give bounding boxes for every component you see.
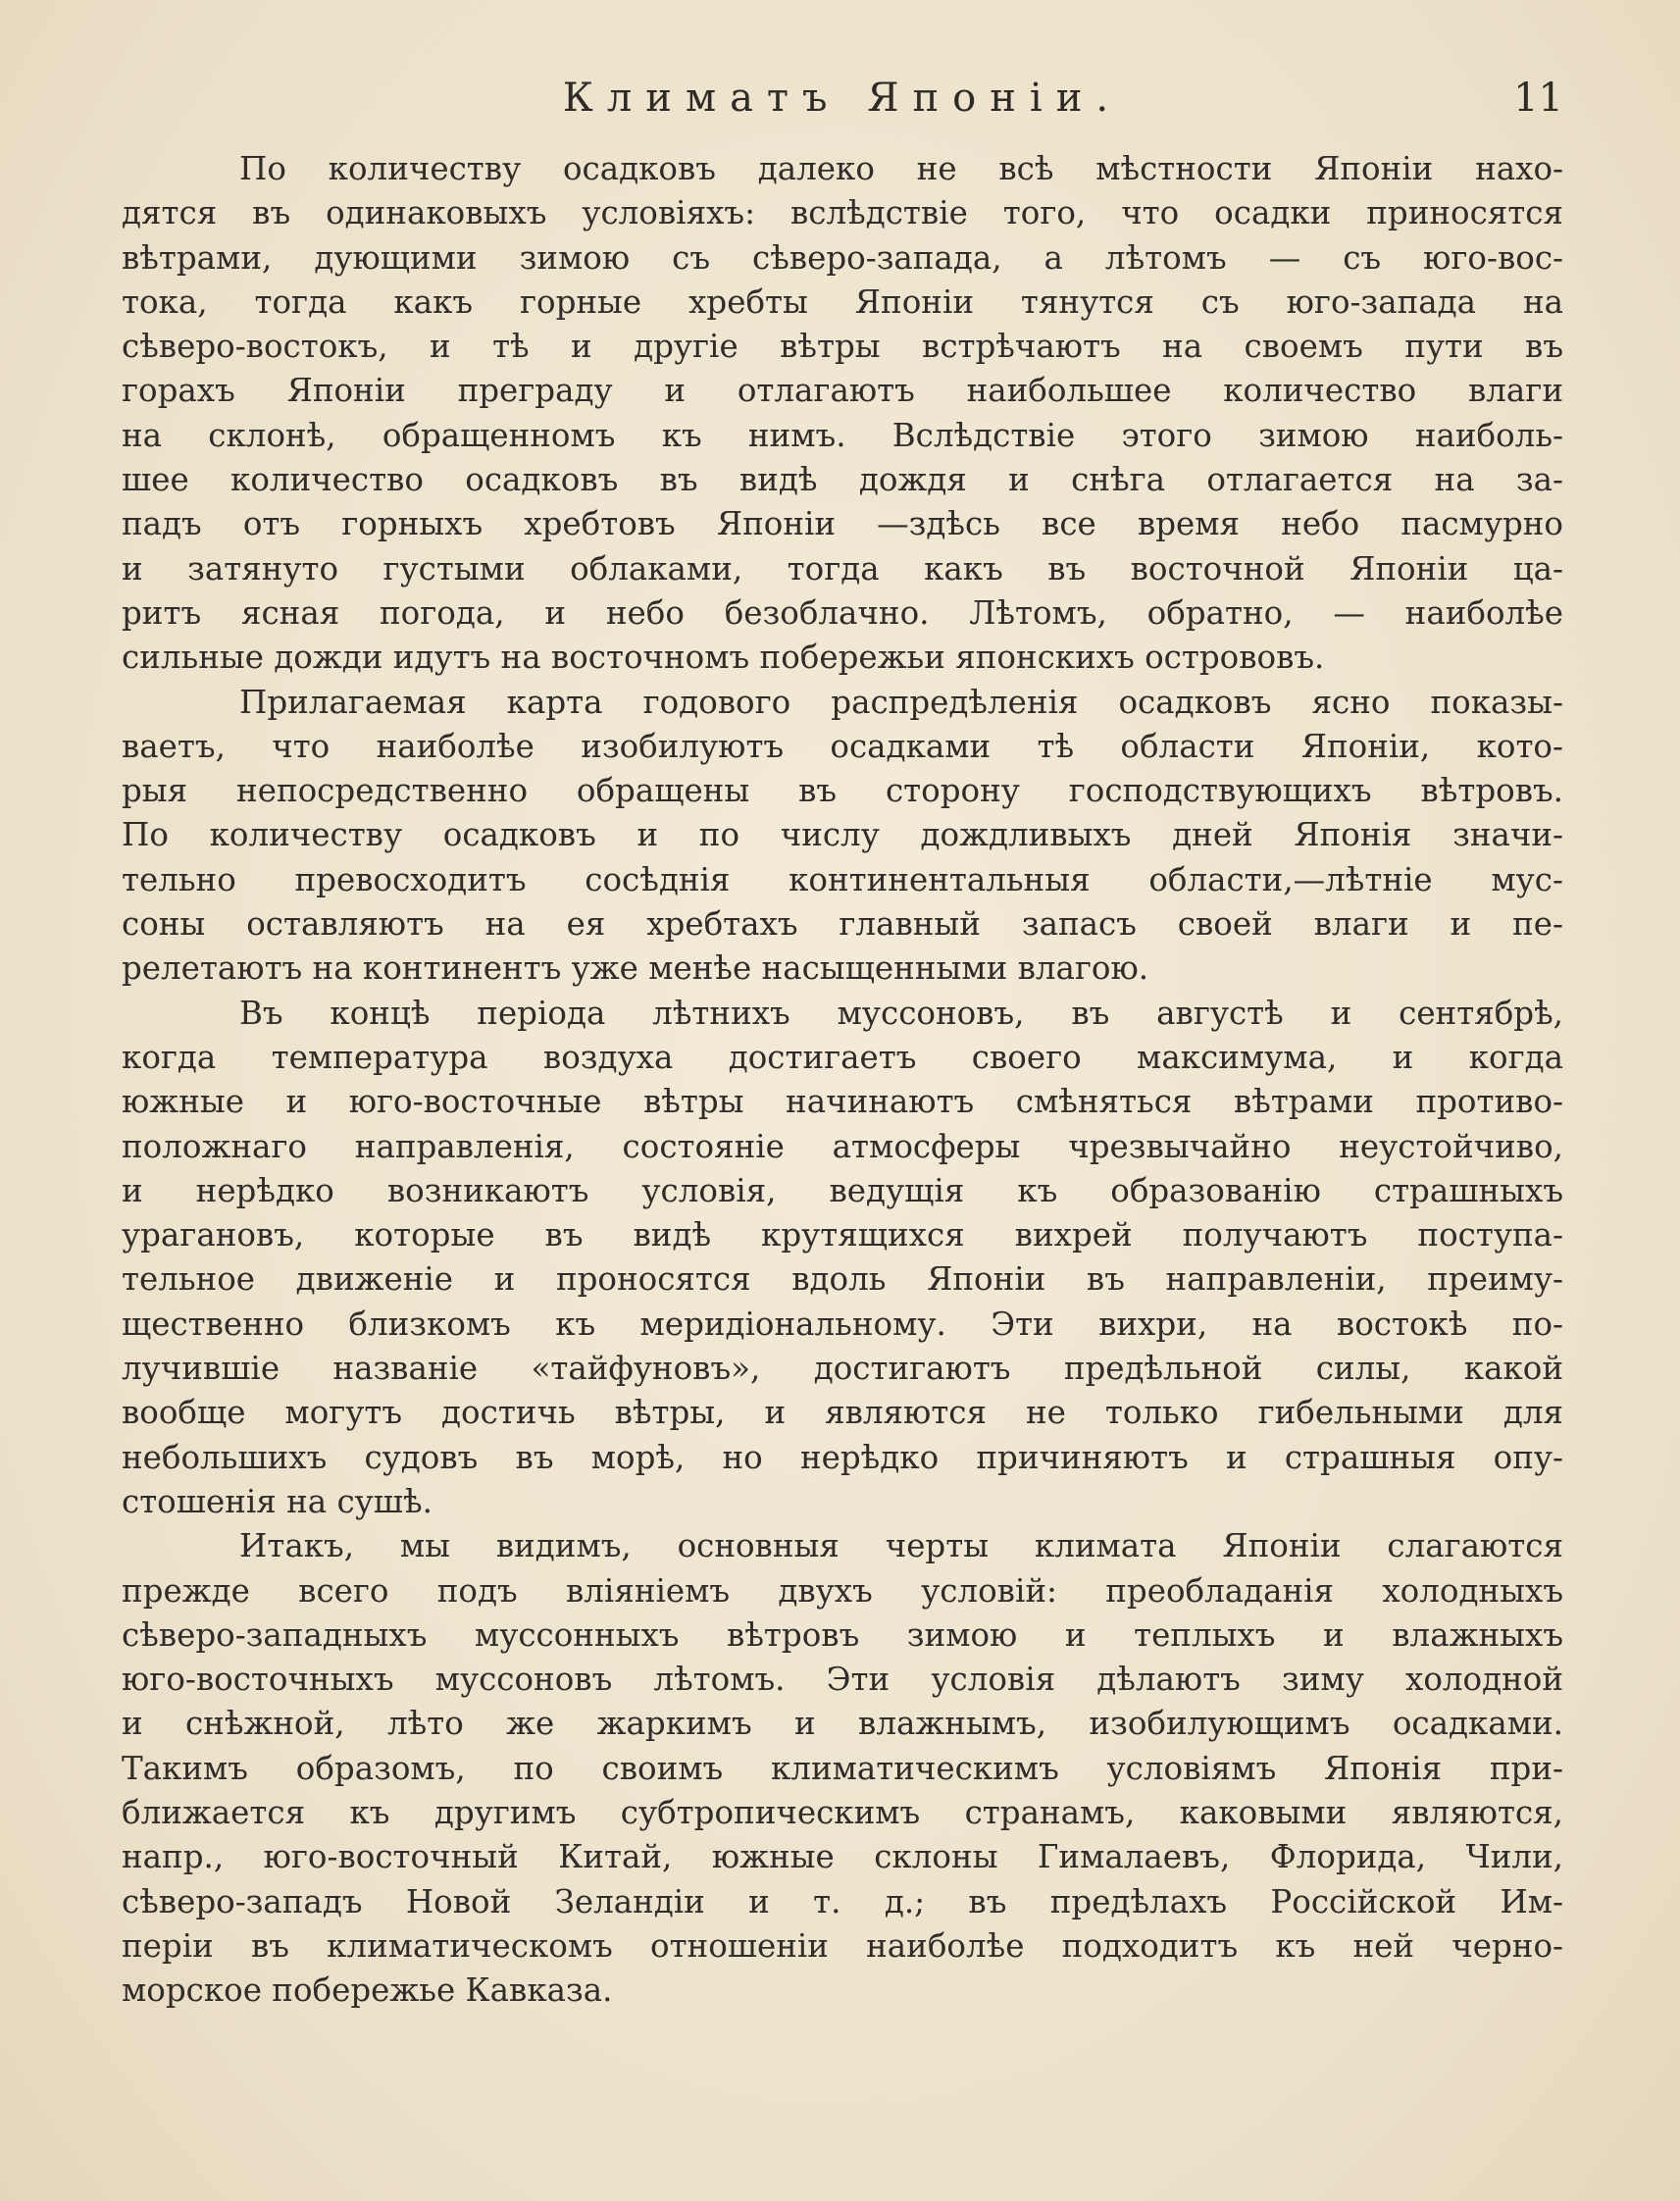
text-line: дятся въ одинаковыхъ условіяхъ: вслѣдствіе того, что осадки приносятся bbox=[122, 194, 1563, 232]
text-line: морское побережье Кавказа. bbox=[122, 1971, 613, 2010]
text-line: горахъ Японіи преграду и отлагаютъ наибольшее количество влаги bbox=[122, 372, 1563, 410]
text-line: падъ отъ горныхъ хребтовъ Японіи —здѣсь все время небо пасмурно bbox=[122, 505, 1563, 543]
text-line: ритъ ясная погода, и небо безоблачно. Лѣтомъ, обратно, — наиболѣе bbox=[122, 593, 1563, 632]
text-line: стошенія на сушѣ. bbox=[122, 1482, 433, 1520]
text-line: тельное движеніе и проносятся вдоль Японіи въ направленіи, преиму- bbox=[122, 1260, 1563, 1299]
text-line: шее количество осадковъ въ видѣ дождя и снѣга отлагается на за- bbox=[122, 461, 1563, 499]
text-line: релетаютъ на континентъ уже менѣе насыщенными влагою. bbox=[122, 949, 1149, 988]
page-number: 11 bbox=[1513, 76, 1563, 121]
text-line: Такимъ образомъ, по своимъ климатическимъ условіямъ Японія при- bbox=[122, 1749, 1563, 1787]
text-line: тельно превосходитъ сосѣднія континентальныя области,—лѣтніе мус- bbox=[122, 860, 1563, 898]
text-line: вѣтрами, дующими зимою съ сѣверо-запада, а лѣтомъ — съ юго-вос- bbox=[122, 238, 1563, 277]
paragraph bbox=[122, 1524, 1563, 2013]
running-title: Климатъ Японіи. bbox=[562, 76, 1123, 121]
text-line: и нерѣдко возникаютъ условія, ведущія къ образованію страшныхъ bbox=[122, 1171, 1563, 1209]
text-line: По количеству осадковъ и по числу дождливыхъ дней Японія значи- bbox=[122, 816, 1563, 854]
page-header bbox=[122, 69, 1563, 128]
text-line: періи въ климатическомъ отношеніи наиболѣе подходитъ къ ней черно- bbox=[122, 1926, 1563, 1965]
text-line: соны оставляютъ на ея хребтахъ главный запасъ своей влаги и пе- bbox=[122, 905, 1563, 944]
text-line: Итакъ, мы видимъ, основныя черты климата Японіи слагаются bbox=[239, 1527, 1563, 1565]
text-line: сѣверо-востокъ, и тѣ и другіе вѣтры встрѣчаютъ на своемъ пути въ bbox=[122, 328, 1563, 366]
text-line: юго-восточныхъ муссоновъ лѣтомъ. Эти условія дѣлаютъ зиму холодной bbox=[122, 1661, 1563, 1699]
text-line: ваетъ, что наиболѣе изобилуютъ осадками тѣ области Японіи, кото- bbox=[122, 727, 1563, 765]
text-line: тока, тогда какъ горные хребты Японіи тянутся съ юго-запада на bbox=[122, 282, 1563, 321]
text-line: прежде всего подъ вліяніемъ двухъ условій: преобладанія холодныхъ bbox=[122, 1571, 1563, 1610]
text-line: небольшихъ судовъ въ морѣ, но нерѣдко причиняютъ и страшныя опу- bbox=[122, 1438, 1563, 1476]
text-line: рыя непосредственно обращены въ сторону господствующихъ вѣтровъ. bbox=[122, 772, 1563, 810]
text-line: лучившіе названіе «тайфуновъ», достигаютъ предѣльной силы, какой bbox=[122, 1350, 1563, 1388]
text-line: вообще могутъ достичь вѣтры, и являются не только гибельными для bbox=[122, 1394, 1563, 1432]
text-line: Въ концѣ періода лѣтнихъ муссоновъ, въ августѣ и сентябрѣ, bbox=[239, 994, 1563, 1032]
text-line: напр., юго-восточный Китай, южные склоны Гималаевъ, Флорида, Чили, bbox=[122, 1838, 1563, 1876]
text-line: ближается къ другимъ субтропическимъ странамъ, каковыми являются, bbox=[122, 1793, 1563, 1831]
text-line: и затянуто густыми облаками, тогда какъ въ восточной Японіи ца- bbox=[122, 549, 1563, 588]
text-line: положнаго направленія, состояніе атмосферы чрезвычайно неустойчиво, bbox=[122, 1127, 1563, 1165]
text-line: сѣверо-западныхъ муссонныхъ вѣтровъ зимою и теплыхъ и влажныхъ bbox=[122, 1615, 1563, 1654]
text-line: По количеству осадковъ далеко не всѣ мѣстности Японіи нахо- bbox=[239, 150, 1563, 187]
text-line: урагановъ, которые въ видѣ крутящихся вихрей получаютъ поступа- bbox=[122, 1216, 1563, 1254]
text-line: щественно близкомъ къ меридіональному. Эти вихри, на востокѣ по- bbox=[122, 1305, 1563, 1343]
text-line: и снѣжной, лѣто же жаркимъ и влажнымъ, изобилующимъ осадками. bbox=[122, 1705, 1563, 1743]
body-text bbox=[122, 147, 1563, 2013]
text-line: сѣверо-западъ Новой Зеландіи и т. д.; въ предѣлахъ Россійской Им- bbox=[122, 1882, 1563, 1920]
paragraph bbox=[122, 992, 1563, 1525]
text-line: южные и юго-восточные вѣтры начинаютъ смѣняться вѣтрами противо- bbox=[122, 1083, 1563, 1121]
paragraph bbox=[122, 681, 1563, 992]
text-line: на склонѣ, обращенномъ къ нимъ. Вслѣдствіе этого зимою наиболь- bbox=[122, 416, 1563, 454]
text-line: когда температура воздуха достигаетъ своего максимума, и когда bbox=[122, 1038, 1563, 1076]
text-line: сильные дожди идутъ на восточномъ побережьи японскихъ острововъ. bbox=[122, 639, 1325, 677]
paragraph bbox=[122, 147, 1563, 681]
text-line: Прилагаемая карта годового распредѣленія осадковъ ясно показы- bbox=[239, 683, 1563, 721]
